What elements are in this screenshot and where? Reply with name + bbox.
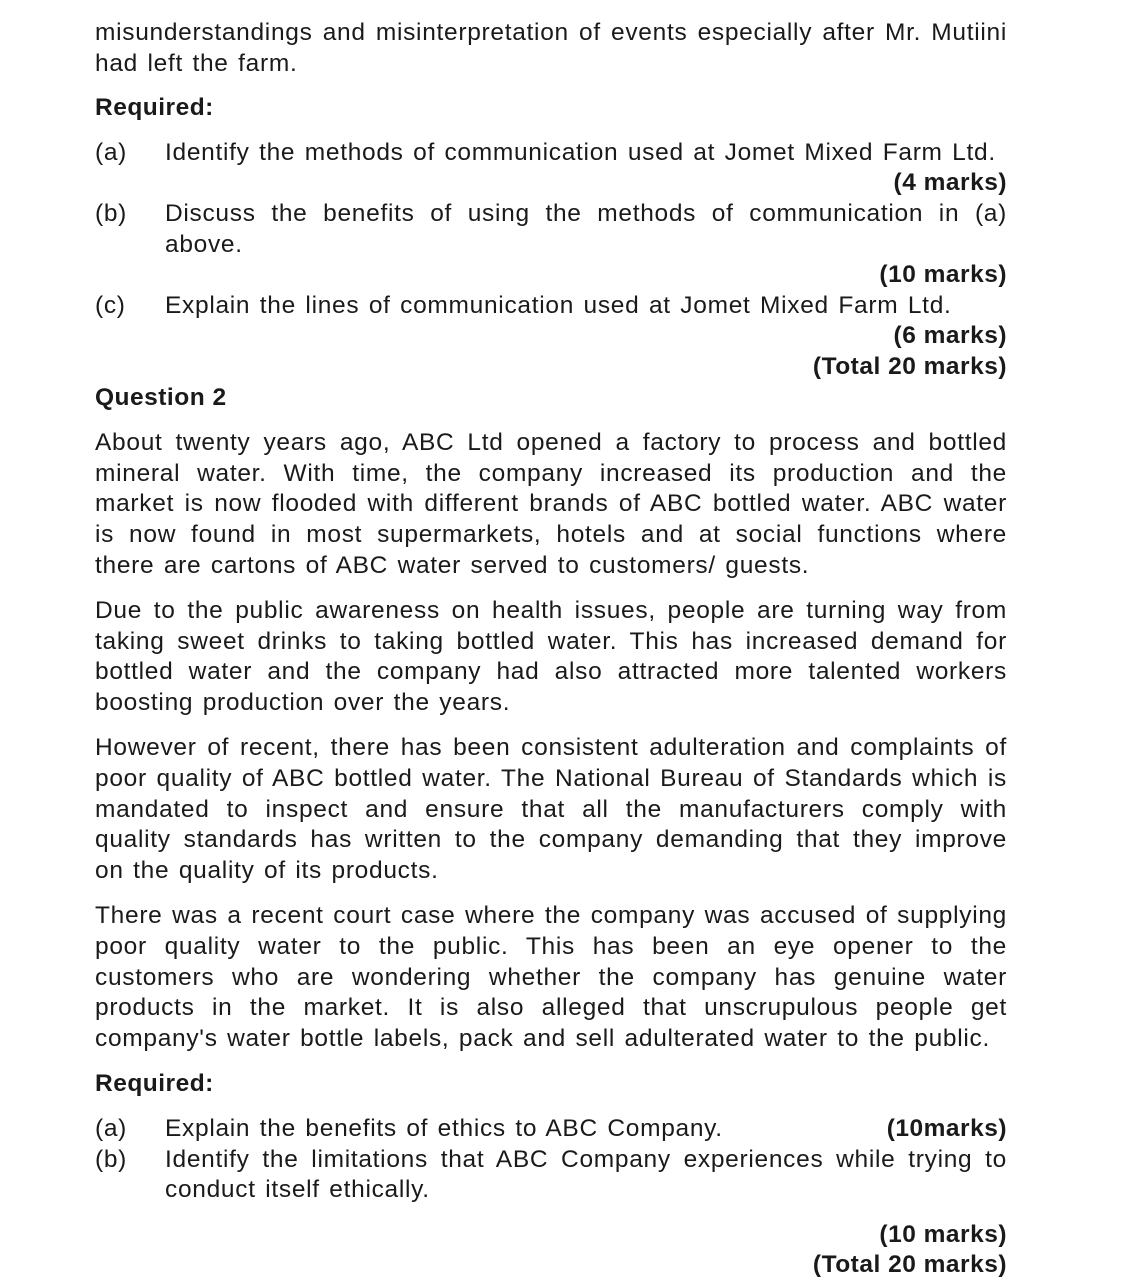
q2-total-marks: (Total 20 marks) (812, 1251, 1007, 1279)
q1-item-c-label: (c) (95, 291, 126, 319)
q1-item-b (95, 199, 1007, 260)
q2-item-b-label: (b) (95, 1145, 128, 1173)
q1-item-a (95, 138, 1007, 169)
q2-required-heading: Required: (95, 1070, 214, 1098)
q2-item-a-row (165, 1114, 1007, 1145)
q2-item-a-text: Explain the benefits of ethics to ABC Company. (165, 1115, 723, 1142)
q1-item-b-marks: (10 marks) (879, 261, 1007, 289)
q2-item-b-text: Identify the limitations that ABC Company experiences while trying to conduct itself ethically. (165, 1145, 1007, 1204)
q1-total-marks: (Total 20 marks) (812, 352, 1007, 380)
q2-item-a-label: (a) (95, 1115, 128, 1142)
q1-item-c-text: Explain the lines of communication used at Jomet Mixed Farm Ltd. (165, 291, 952, 319)
q1-item-c (95, 291, 1007, 322)
q1-item-b-text: Discuss the benefits of using the methods of communication in (a) above. (165, 199, 1007, 258)
q2-item-a-marks: (10marks) (886, 1115, 1007, 1142)
question-2-title: Question 2 (95, 383, 227, 411)
intro-paragraph: misunderstandings and misinterpretation of events especially after Mr. Mutiini had left the farm. (95, 19, 1007, 77)
q1-item-c-marks: (6 marks) (893, 322, 1007, 350)
exam-page (95, 18, 1007, 1281)
q1-item-a-label: (a) (95, 138, 128, 166)
q2-paragraph-3: However of recent, there has been consistent adulteration and complaints of poor quality of ABC bottled water. The National Bureau of Standards which is mandated to inspect and ensure that all the manufacturers comply with quality standards has written to the company demanding that they improve on the quality of its products. (95, 734, 1007, 884)
q1-item-b-label: (b) (95, 199, 128, 227)
q2-required-list (95, 1114, 1007, 1281)
q2-paragraph-2: Due to the public awareness on health issues, people are turning way from taking sweet drinks to taking bottled water. This has increased demand for bottled water and the company had also attracted more talented workers boosting production over the years. (95, 597, 1007, 716)
q1-required-heading: Required: (95, 94, 214, 122)
q1-item-a-text: Identify the methods of communication used at Jomet Mixed Farm Ltd. (165, 138, 996, 166)
q2-item-a (95, 1114, 1007, 1145)
q2-paragraph-4: There was a recent court case where the company was accused of supplying poor quality water to the public. This has been an eye opener to the customers who are wondering whether the company has genuine water products in the market. It is also alleged that unscrupulous people get company's water bottle labels, pack and sell adulterated water to the public. (95, 902, 1007, 1052)
q2-item-b (95, 1145, 1007, 1206)
q1-item-a-marks: (4 marks) (893, 169, 1007, 197)
q2-item-b-marks: (10 marks) (879, 1220, 1007, 1248)
q1-required-list (95, 138, 1007, 383)
q2-paragraph-1: About twenty years ago, ABC Ltd opened a factory to process and bottled mineral water. With time, the company increased its production and the market is now flooded with different brands of ABC bottled water. ABC water is now found in most supermarkets, hotels and at social functions where there are cartons of ABC water served to customers/ guests. (95, 429, 1007, 579)
